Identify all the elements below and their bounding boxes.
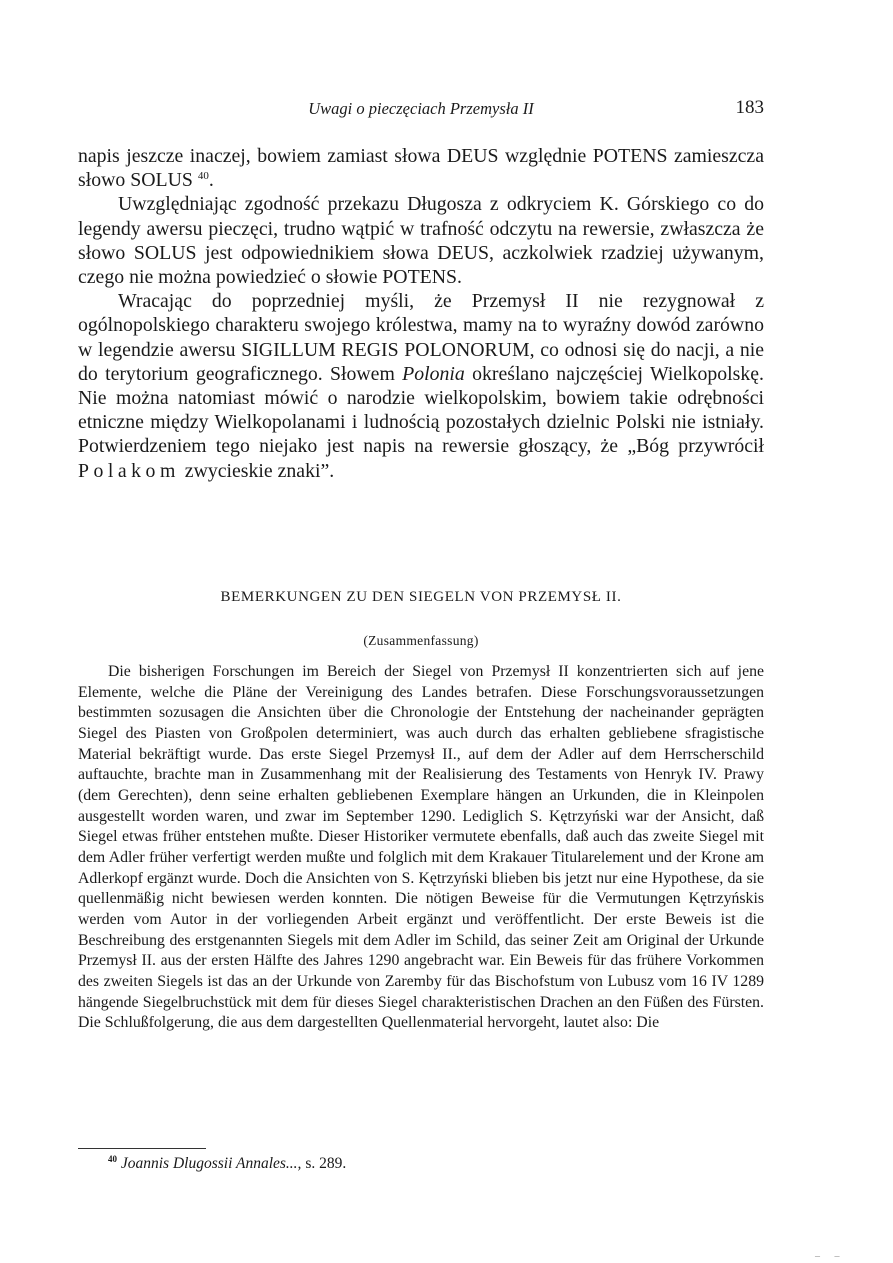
summary-subheading: (Zusammenfassung) xyxy=(363,633,479,648)
page-number: 183 xyxy=(735,97,764,118)
running-head xyxy=(78,97,764,121)
corner-marks: – – xyxy=(815,1251,846,1262)
summary-heading: BEMERKUNGEN ZU DEN SIEGELN VON PRZEMYSŁ II. xyxy=(220,589,622,605)
paragraph-3-part-b: określano najczęściej Wielkopolskę. Nie można natomiast mówić o narodzie wielkopolskim, bowiem takie odrębności etniczne między Wielkopolanami i ludnością pozostałych dzielnic Polski nie istniały. Potwierdzeniem tego niejako jest napis na rewersie głoszący, że „Bóg przywrócił xyxy=(78,362,764,458)
running-title: Uwagi o pieczęciach Przemysła II xyxy=(308,99,534,118)
polish-text xyxy=(78,144,764,483)
paragraph-1 xyxy=(78,144,764,192)
paragraph-3-italic-term: Polonia xyxy=(402,362,465,385)
footnote-page-ref: s. 289. xyxy=(305,1155,347,1173)
paragraph-1-text: napis jeszcze inaczej, bowiem zamiast słowa DEUS względnie POTENS zamieszcza słowo SOLUS xyxy=(78,145,764,192)
footnote-source-title: Joannis Dlugossii Annales..., xyxy=(120,1155,302,1173)
footnote-number: 40 xyxy=(108,1154,117,1164)
paragraph-3-part-c: zwycieskie znaki”. xyxy=(184,459,335,482)
paragraph-3 xyxy=(78,289,764,483)
footnote xyxy=(108,1154,346,1173)
page-body xyxy=(78,0,764,1263)
paragraph-3-part-a: Wracając do poprzedniej myśli, że Przemysł II nie rezygnował z ogólnopolskiego charakteru swojego królestwa, mamy na to wyraźny dowód zarówno w legendzie awersu SIGILLUM REGIS POLONORUM, co odnosi się do nacji, a nie do terytorium geograficznego. Słowem xyxy=(78,290,764,385)
german-summary-text: Die bisherigen Forschungen im Bereich der Siegel von Przemysł II konzentrierten sich auf jene Elemente, welche die Pläne der Vereinigung des Landes betrafen. Diese Forschungsvoraussetzungen bestimmten sozusagen die Ansichten über die Chronologie der Entstehung der nacheinander geprägten Siegel des Piasten von Großpolen determiniert, was auch durch das erhalten gebliebene sfragistische Material bekräftigt wurde. Das erste Siegel Przemysł II., auf dem der Adler auf dem Herrscherschild auftauchte, brachte man in Zusammenhang mit der Realisierung des Testaments von Henryk IV. Prawy (dem Gerechten), denn seine erhalten gebliebenen Exemplare hängen an Urkunden, die in Kleinpolen ausgestellt worden waren, und zwar im September 1290. Lediglich S. Kętrzyński war der Ansicht, daß Siegel etwas früher entstehen mußte. Dieser Historiker vermutete ebenfalls, daß auch das zweite Siegel mit dem Adler früher verfertigt werden mußte und folglich mit dem Krakauer Titularelement und der Krone am Adlerkopf ergänzt wurde. Doch die Ansichten von S. Kętrzyński blieben bis jetzt nur eine Hypothese, da sie quellenmäßig nicht bewiesen werden konnten. Die nötigen Beweise für die Vermutungen Kętrzyńskis werden vom Autor in der vorliegenden Arbeit ergänzt und veröffentlicht. Der erste Beweis ist die Beschreibung des erstgenannten Siegels mit dem Adler im Schild, das seiner Zeit am Original der Urkunde Przemysł II. aus der ersten Hälfte des Jahres 1290 angebracht war. Ein Beweis für das frühere Vorkommen des zweiten Siegels ist das an der Urkunde von Zaremby für das Bischofstum von Lubusz vom 16 IV 1289 hängende Siegelbruchstück mit dem für dieses Siegel charakteristischen Drachen an den Füßen des Fürsten. Die Schlußfolgerung, die aus dem dargestellten Quellenmaterial hervorgeht, lautet also: Die xyxy=(78,663,764,1032)
footnote-divider xyxy=(78,1148,206,1149)
footnote-reference: 40 xyxy=(197,170,209,183)
paragraph-3-spaced-word: Polakom xyxy=(78,459,180,482)
paragraph-1-end: . xyxy=(208,169,214,192)
paragraph-2: Uwzględniając zgodność przekazu Długosza z odkryciem K. Górskiego co do legendy awersu pieczęci, trudno wątpić w trafność odczytu na rewersie, zwłaszcza że słowo SOLUS jest odpowiednikiem słowa DEUS, aczkolwiek rzadziej używanym, czego nie można powiedzieć o słowie POTENS. xyxy=(78,193,764,289)
german-summary xyxy=(78,662,764,1034)
